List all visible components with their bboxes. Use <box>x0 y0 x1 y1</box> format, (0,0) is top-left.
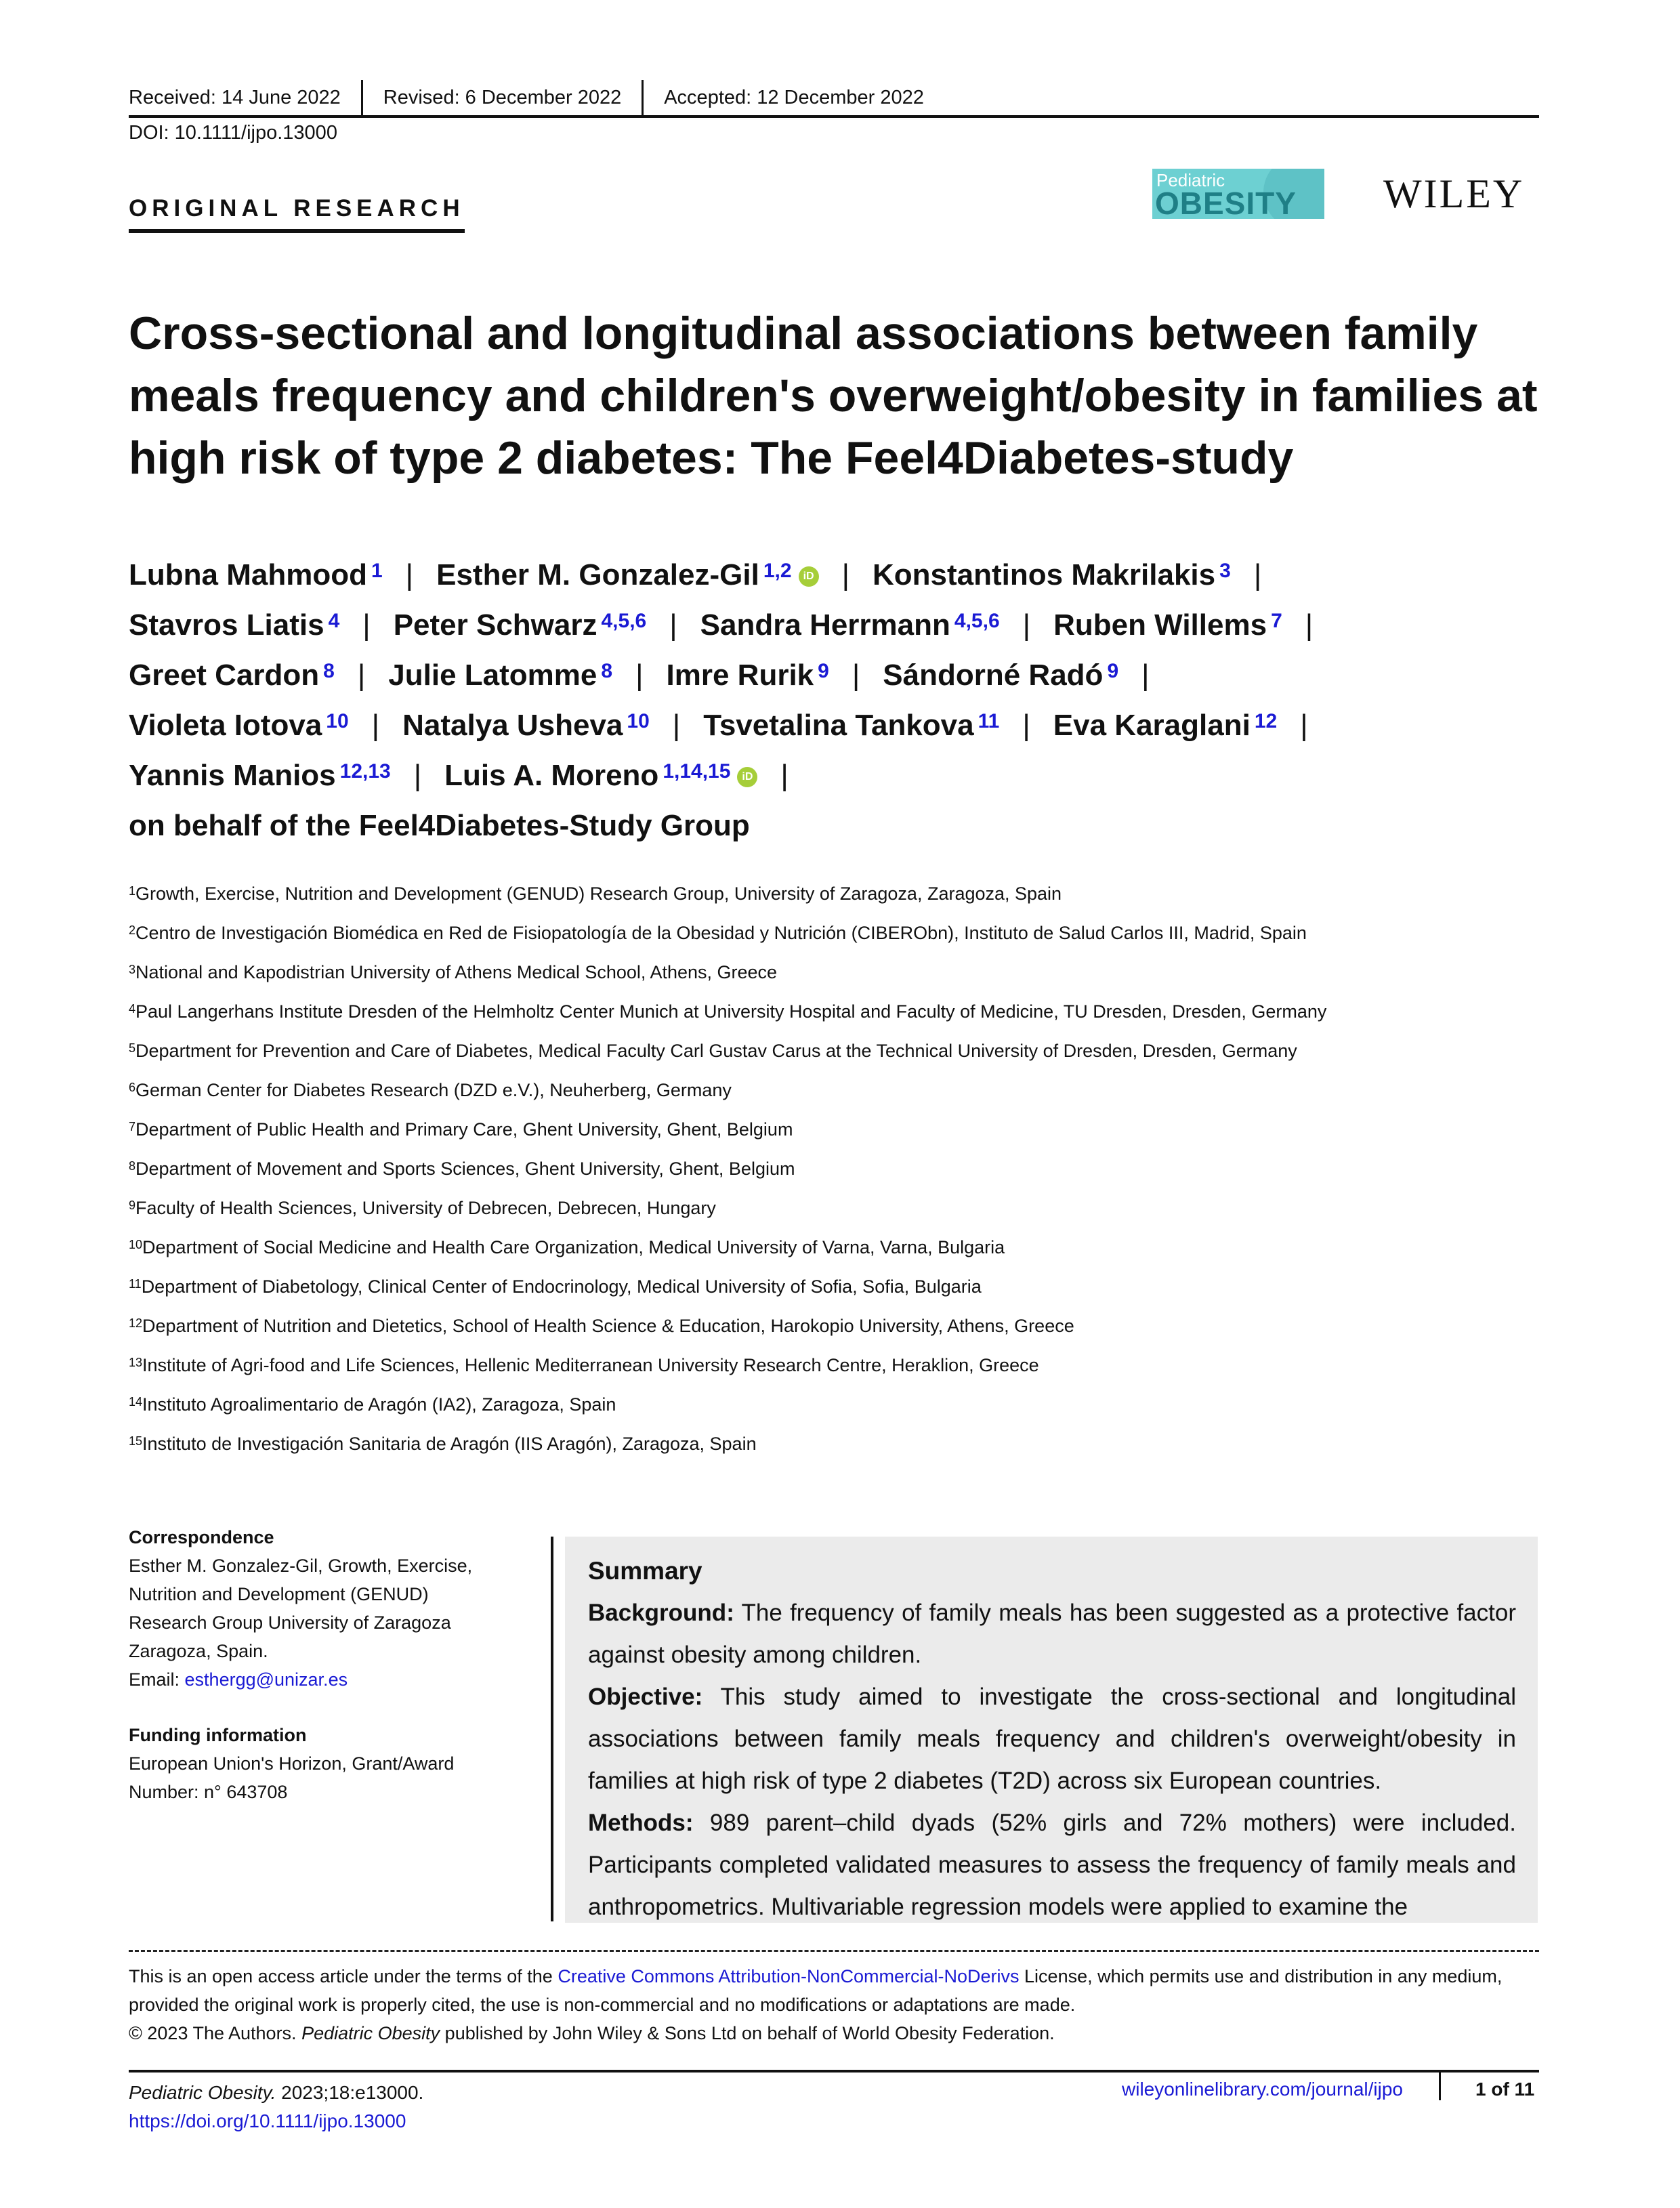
affiliation: $^{14}$Instituto Agroalimentario de Aragón (IA2), Zaragoza, Spain <box>129 1394 616 1415</box>
footer-rule <box>129 2070 1539 2072</box>
funding-line: European Union's Horizon, Grant/Award <box>129 1753 455 1774</box>
journal-logo-line2: OBESITY <box>1155 186 1297 219</box>
email-link[interactable]: esthergg@unizar.es <box>184 1669 348 1690</box>
accepted-date: Accepted: 12 December 2022 <box>642 80 944 115</box>
license-notice: This is an open access article under the terms of the Creative Commons Attribution-NonCommercial-NoDerivs License, which permits use and distribution in any medium, provided the original work is properly cited, the use is non-commercial and no modifications or adaptations are made. © 2023 The Authors. Pediatric Obesity published by John Wiley & Sons Ltd on behalf of World Obesity Federation. <box>129 1962 1545 2047</box>
author-line: Lubna Mahmood $^1$ | Esther M. Gonzalez-Gil $^{1,2}$ iD | Konstantinos Makrilakis $^3$ | <box>129 558 1262 591</box>
author[interactable]: Stavros Liatis $^4$ <box>129 608 340 642</box>
doi-link[interactable]: https://doi.org/10.1111/ijpo.13000 <box>129 2110 406 2131</box>
author[interactable]: Yannis Manios $^{12,13}$ <box>129 759 391 792</box>
summary-background: Background: The frequency of family meals has been suggested as a protective factor against obesity among children. <box>588 1600 1516 1668</box>
author[interactable]: Luis A. Moreno $^{1,14,15}$ iD <box>444 759 757 792</box>
affiliation: $^8$Department of Movement and Sports Sciences, Ghent University, Ghent, Belgium <box>129 1159 795 1179</box>
affiliation: $^{13}$Institute of Agri-food and Life Sciences, Hellenic Mediterranean University Research Centre, Heraklion, Greece <box>129 1355 1039 1375</box>
author[interactable]: Tsvetalina Tankova $^{11}$ <box>703 709 1000 742</box>
history-dates <box>129 80 1539 118</box>
correspondence-heading: Correspondence <box>129 1527 274 1547</box>
license-link[interactable]: Creative Commons Attribution-NonCommercial-NoDerivs <box>558 1966 1020 1986</box>
affiliation: $^1$Growth, Exercise, Nutrition and Development (GENUD) Research Group, University of Zaragoza, Zaragoza, Spain <box>129 883 1062 904</box>
affiliation: $^{12}$Department of Nutrition and Dietetics, School of Health Science & Education, Harokopio University, Athens, Greece <box>129 1316 1074 1336</box>
publisher-logo: WILEY <box>1383 171 1525 216</box>
revised-date: Revised: 6 December 2022 <box>361 80 642 115</box>
footer-divider <box>1439 2072 1441 2100</box>
affiliation: $^6$German Center for Diabetes Research (DZD e.V.), Neuherberg, Germany <box>129 1080 732 1100</box>
summary-heading: Summary <box>588 1557 702 1585</box>
author[interactable]: Sandra Herrmann $^{4,5,6}$ <box>700 608 1000 642</box>
author-line: Stavros Liatis $^4$ | Peter Schwarz $^{4,5,6}$ | Sandra Herrmann $^{4,5,6}$ | Ruben Willems $^7$ | <box>129 608 1314 642</box>
page-number: 1 of 11 <box>1475 2079 1535 2100</box>
author[interactable]: Esther M. Gonzalez-Gil $^{1,2}$ iD <box>436 558 818 591</box>
footer-citation: Pediatric Obesity. 2023;18:e13000. https://doi.org/10.1111/ijpo.13000 <box>129 2082 424 2131</box>
affiliation: $^{10}$Department of Social Medicine and Health Care Organization, Medical University of Varna, Varna, Bulgaria <box>129 1237 1005 1257</box>
author[interactable]: Konstantinos Makrilakis $^3$ <box>873 558 1231 591</box>
correspondence-line: Research Group University of Zaragoza <box>129 1612 451 1633</box>
affiliation: $^4$Paul Langerhans Institute Dresden of the Helmholtz Center Munich at University Hospital and Faculty of Medicine, TU Dresden, Dresden, Germany <box>129 1001 1327 1022</box>
orcid-icon[interactable]: iD <box>799 566 819 587</box>
journal-logo-line1: Pediatric <box>1156 170 1225 190</box>
author-line: Greet Cardon $^8$ | Julie Latomme $^8$ | Imre Rurik $^9$ | Sándorné Radó $^9$ | <box>129 659 1150 692</box>
summary-objective: Objective: This study aimed to investigate the cross-sectional and longitudinal associations between family meals frequency and children's overweight/obesity in families at high risk of type 2 diabetes (T2D) across six European countries. <box>588 1684 1516 1794</box>
author[interactable]: Violeta Iotova $^{10}$ <box>129 709 349 742</box>
side-info <box>129 1523 508 1806</box>
affiliation: $^{11}$Department of Diabetology, Clinical Center of Endocrinology, Medical University of Sofia, Sofia, Bulgaria <box>129 1276 982 1297</box>
author-line: Violeta Iotova $^{10}$ | Natalya Usheva $^{10}$ | Tsvetalina Tankova $^{11}$ | Eva Karaglani $^{12}$ | <box>129 709 1308 742</box>
orcid-icon[interactable]: iD <box>737 767 757 787</box>
doi: DOI: 10.1111/ijpo.13000 <box>129 122 337 144</box>
dashed-divider <box>129 1950 1539 1952</box>
received-date: Received: 14 June 2022 <box>129 86 341 108</box>
affiliation: $^{15}$Instituto de Investigación Sanitaria de Aragón (IIS Aragón), Zaragoza, Spain <box>129 1434 757 1454</box>
author[interactable]: Ruben Willems $^7$ <box>1053 608 1282 642</box>
affiliation: $^5$Department for Prevention and Care of Diabetes, Medical Faculty Carl Gustav Carus at the Technical University of Dresden, Dresden, Germany <box>129 1041 1297 1061</box>
author-group: on behalf of the Feel4Diabetes-Study Group <box>129 809 750 842</box>
correspondence-line: Zaragoza, Spain. <box>129 1641 268 1661</box>
affiliation: $^9$Faculty of Health Sciences, University of Debrecen, Debrecen, Hungary <box>129 1198 716 1218</box>
author[interactable]: Julie Latomme $^8$ <box>388 659 613 692</box>
summary-methods: Methods: 989 parent–child dyads (52% girls and 72% mothers) were included. Participants completed validated measures to assess the frequency of family meals and anthropometrics. Multivariable regression models were applied to examine the <box>588 1810 1516 1920</box>
author[interactable]: Peter Schwarz $^{4,5,6}$ <box>393 608 647 642</box>
journal-logo <box>1152 169 1324 219</box>
author-line: Yannis Manios $^{12,13}$ | Luis A. Moreno $^{1,14,15}$ iD | <box>129 759 789 792</box>
author[interactable]: Lubna Mahmood $^1$ <box>129 558 383 591</box>
article-title: Cross-sectional and longitudinal associations between family meals frequency and children's overweight/obesity in families at high risk of type 2 diabetes: The Feel4Diabetes-study <box>129 308 1538 484</box>
column-divider <box>551 1537 553 1921</box>
author[interactable]: Imre Rurik $^9$ <box>666 659 829 692</box>
summary-box <box>565 1537 1538 1923</box>
funding-heading: Funding information <box>129 1725 307 1745</box>
affiliations <box>129 874 1551 1463</box>
correspondence-line: Nutrition and Development (GENUD) <box>129 1584 429 1604</box>
copyright: © 2023 The Authors. Pediatric Obesity published by John Wiley & Sons Ltd on behalf of World Obesity Federation. <box>129 2023 1055 2043</box>
author-list <box>129 550 1558 851</box>
author[interactable]: Natalya Usheva $^{10}$ <box>402 709 650 742</box>
section-label: ORIGINAL RESEARCH <box>129 195 465 233</box>
affiliation: $^3$National and Kapodistrian University of Athens Medical School, Athens, Greece <box>129 962 778 982</box>
author[interactable]: Greet Cardon $^8$ <box>129 659 335 692</box>
correspondence-line: Esther M. Gonzalez-Gil, Growth, Exercise, <box>129 1556 473 1576</box>
affiliation: $^7$Department of Public Health and Primary Care, Ghent University, Ghent, Belgium <box>129 1119 793 1140</box>
affiliation: $^2$Centro de Investigación Biomédica en Red de Fisiopatología de la Obesidad y Nutrición (CIBERObn), Instituto de Salud Carlos III, Madrid, Spain <box>129 923 1307 943</box>
author[interactable]: Eva Karaglani $^{12}$ <box>1053 709 1278 742</box>
journal-url-link[interactable]: wileyonlinelibrary.com/journal/ijpo <box>1122 2079 1403 2100</box>
email-line: Email: esthergg@unizar.es <box>129 1669 348 1690</box>
author[interactable]: Sándorné Radó $^9$ <box>883 659 1119 692</box>
funding-line: Number: n° 643708 <box>129 1782 288 1802</box>
